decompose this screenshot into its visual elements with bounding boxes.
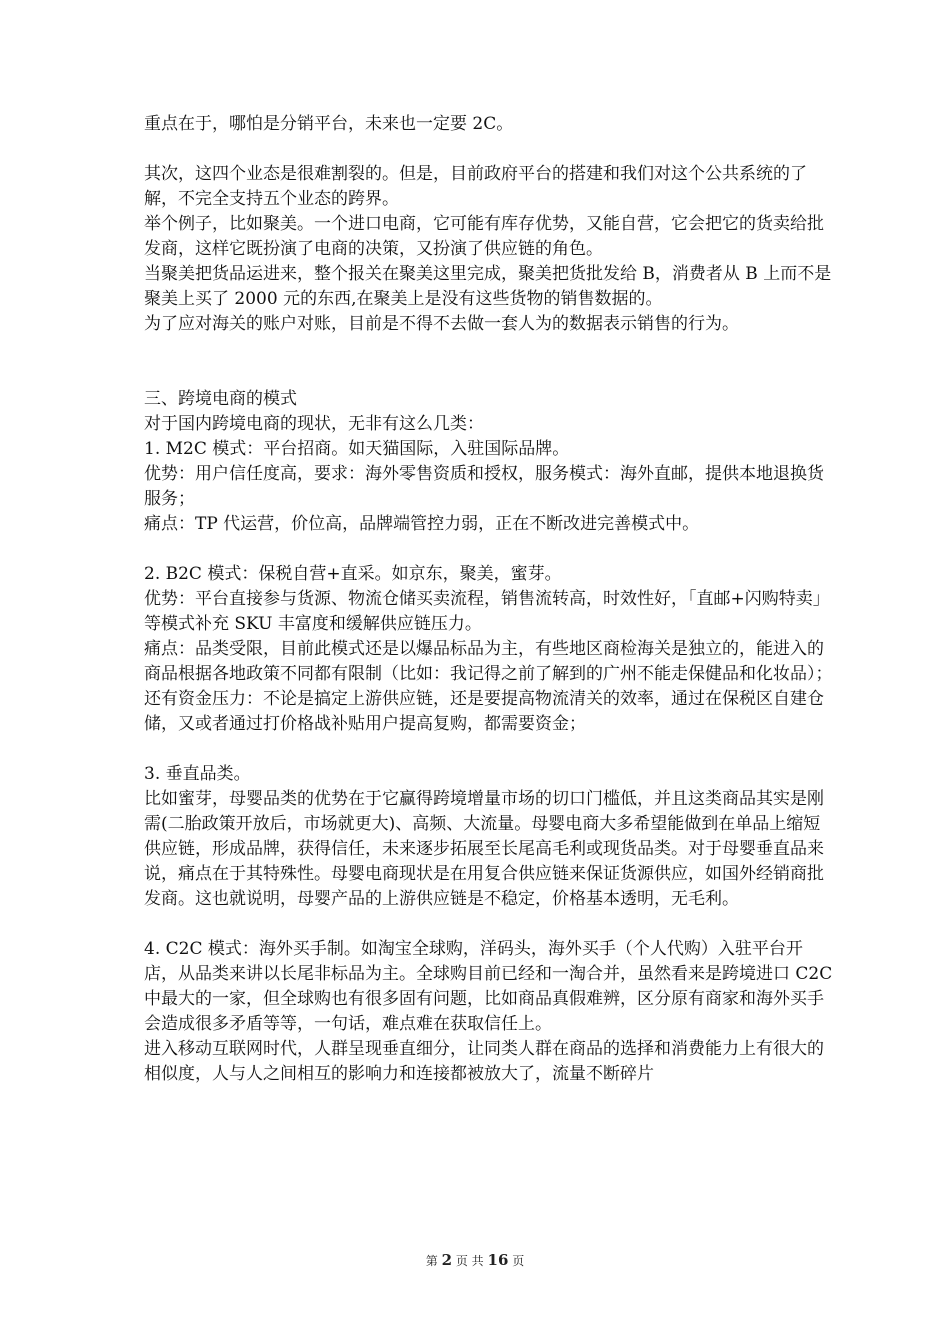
page-number: 2 bbox=[441, 1251, 453, 1269]
paragraph: 优势：平台直接参与货源、物流仓储买卖流程，销售流转高，时效性好，「直邮+闪购特卖」等模式补充 SKU 丰富度和缓解供应链压力。 bbox=[144, 589, 830, 634]
blank-line bbox=[144, 912, 834, 937]
page-footer bbox=[0, 1251, 950, 1269]
blank-line bbox=[144, 137, 834, 162]
blank-line bbox=[144, 737, 834, 762]
paragraph: 为了应对海关的账户对账，目前是不得不去做一套人为的数据表示销售的行为。 bbox=[144, 314, 739, 334]
paragraph: 痛点：TP 代运营，价位高，品牌端管控力弱，正在不断改进完善模式中。 bbox=[144, 514, 700, 534]
paragraph: 重点在于，哪怕是分销平台，未来也一定要 2C。 bbox=[144, 114, 514, 134]
list-item: 4. C2C 模式：海外买手制。如淘宝全球购，洋码头，海外买手（个人代购）入驻平台开店，从品类来讲以长尾非标品为主。全球购目前已经和一淘合并，虽然看来是跨境进口 C2C 中最大的一家，但全球购也有很多固有问题，比如商品真假难辨，区分原有商家和海外买手会造成很多矛盾等等，一句话，难点难在获取信任上。 bbox=[144, 939, 833, 1034]
paragraph: 比如蜜芽，母婴品类的优势在于它赢得跨境增量市场的切口门槛低，并且这类商品其实是刚需(二胎政策开放后，市场就更大)、高频、大流量。母婴电商大多希望能做到在单品上缩短供应链，形成品牌，获得信任，未来逐步拓展至长尾高毛利或现货品类。对于母婴垂直品来说，痛点在于其特殊性。母婴电商现状是在用复合供应链来保证货源供应，如国外经销商批发商。这也就说明，母婴产品的上游供应链是不稳定，价格基本透明，无毛利。 bbox=[144, 789, 824, 909]
section-heading: 三、跨境电商的模式 bbox=[144, 389, 297, 409]
body-text bbox=[144, 112, 834, 1087]
paragraph: 进入移动互联网时代，人群呈现垂直细分，让同类人群在商品的选择和消费能力上有很大的相似度，人与人之间相互的影响力和连接都被放大了，流量不断碎片 bbox=[144, 1039, 824, 1084]
footer-suffix: 页 bbox=[512, 1254, 525, 1268]
footer-prefix: 第 bbox=[425, 1254, 438, 1268]
total-pages: 16 bbox=[487, 1251, 509, 1269]
footer-middle: 页 共 bbox=[455, 1254, 484, 1268]
blank-line bbox=[144, 537, 834, 562]
paragraph: 痛点：品类受限，目前此模式还是以爆品标品为主，有些地区商检海关是独立的，能进入的商品根据各地政策不同都有限制（比如：我记得之前了解到的广州不能走保健品和化妆品）；还有资金压力：不论是搞定上游供应链，还是要提高物流清关的效率，通过在保税区自建仓储，又或者通过打价格战补贴用户提高复购，都需要资金； bbox=[144, 639, 833, 734]
paragraph: 其次，这四个业态是很难割裂的。但是，目前政府平台的搭建和我们对这个公共系统的了解，不完全支持五个业态的跨界。 bbox=[144, 164, 807, 209]
paragraph: 举个例子，比如聚美。一个进口电商，它可能有库存优势，又能自营，它会把它的货卖给批发商，这样它既扮演了电商的决策，又扮演了供应链的角色。 bbox=[144, 214, 824, 259]
blank-line bbox=[144, 337, 834, 387]
list-item: 3. 垂直品类。 bbox=[144, 764, 251, 784]
paragraph: 对于国内跨境电商的现状，无非有这么几类： bbox=[144, 414, 484, 434]
paragraph: 当聚美把货品运进来，整个报关在聚美这里完成，聚美把货批发给 B，消费者从 B 上而不是聚美上买了 2000 元的东西,在聚美上是没有这些货物的销售数据的。 bbox=[144, 264, 832, 309]
list-item: 2. B2C 模式：保税自营+直采。如京东，聚美，蜜芽。 bbox=[144, 564, 562, 584]
list-item: 1. M2C 模式：平台招商。如天猫国际，入驻国际品牌。 bbox=[144, 439, 570, 459]
paragraph: 优势：用户信任度高，要求：海外零售资质和授权，服务模式：海外直邮，提供本地退换货服务； bbox=[144, 464, 824, 509]
